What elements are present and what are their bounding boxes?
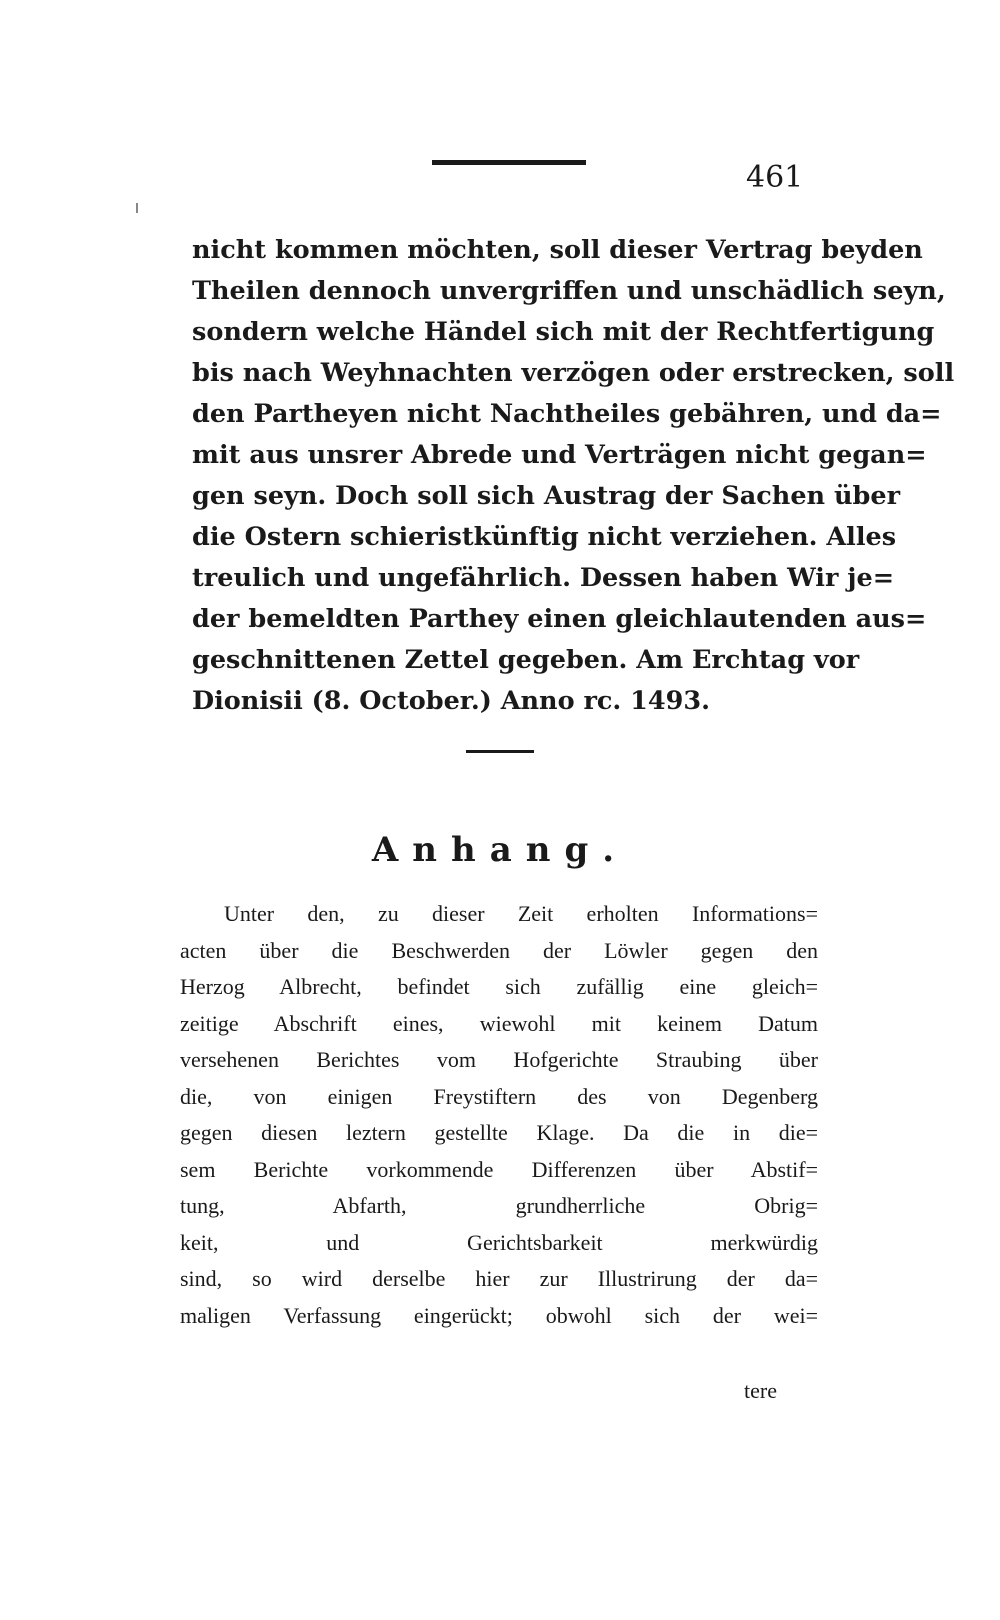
text-line: tung, Abfarth, grundherrliche Obrig=	[180, 1193, 818, 1218]
section-title: Anhang.	[371, 830, 629, 870]
text-line: sind, so wird derselbe hier zur Illustrirung der da=	[180, 1266, 818, 1291]
edge-mark	[136, 203, 138, 213]
text-line: bis nach Weyhnachten verzögen oder erstrecken, soll	[192, 358, 955, 388]
catchword: tere	[744, 1378, 777, 1403]
text-line: maligen Verfassung eingerückt; obwohl sich der wei=	[180, 1302, 818, 1328]
text-line: acten über die Beschwerden der Löwler gegen den	[180, 937, 818, 963]
text-line: gegen diesen leztern gestellte Klage. Da die in die=	[180, 1120, 818, 1145]
main-text-block	[192, 230, 955, 722]
text-line: der bemeldten Parthey einen gleichlautenden aus=	[192, 604, 927, 634]
text-line: gen seyn. Doch soll sich Austrag der Sachen über	[192, 481, 900, 511]
text-line: zeitige Abschrift eines, wiewohl mit keinem Datum	[180, 1010, 818, 1036]
text-line: geschnittenen Zettel gegeben. Am Erchtag vor	[192, 645, 860, 675]
text-line: Herzog Albrecht, befindet sich zufällig eine gleich=	[180, 974, 818, 999]
text-line: Unter den, zu dieser Zeit erholten Informations=	[224, 901, 818, 926]
text-line: Theilen dennoch unvergriffen und unschädlich seyn,	[192, 276, 946, 306]
text-line: die Ostern schieristkünftig nicht verziehen. Alles	[192, 522, 897, 552]
page-number: 461	[746, 160, 804, 195]
appendix-text-block	[180, 896, 818, 1334]
text-line: die, von einigen Freystiftern des von Degenberg	[180, 1083, 818, 1109]
text-line: treulich und ungefährlich. Dessen haben Wir je=	[192, 563, 895, 593]
text-line: Dionisii (8. October.) Anno rc. 1493.	[192, 686, 711, 716]
text-line: mit aus unsrer Abrede und Verträgen nicht gegan=	[192, 440, 927, 470]
section-divider	[466, 750, 534, 753]
text-line: nicht kommen möchten, soll dieser Vertrag beyden	[192, 235, 923, 265]
text-line: keit, und Gerichtsbarkeit merkwürdig	[180, 1229, 818, 1255]
header-rule	[432, 160, 586, 165]
text-line: versehenen Berichtes vom Hofgerichte Straubing über	[180, 1047, 818, 1072]
text-line: sem Berichte vorkommende Differenzen über Abstif=	[180, 1156, 818, 1182]
text-line: sondern welche Händel sich mit der Rechtfertigung	[192, 317, 935, 347]
text-line: den Partheyen nicht Nachtheiles gebähren, und da=	[192, 399, 942, 429]
